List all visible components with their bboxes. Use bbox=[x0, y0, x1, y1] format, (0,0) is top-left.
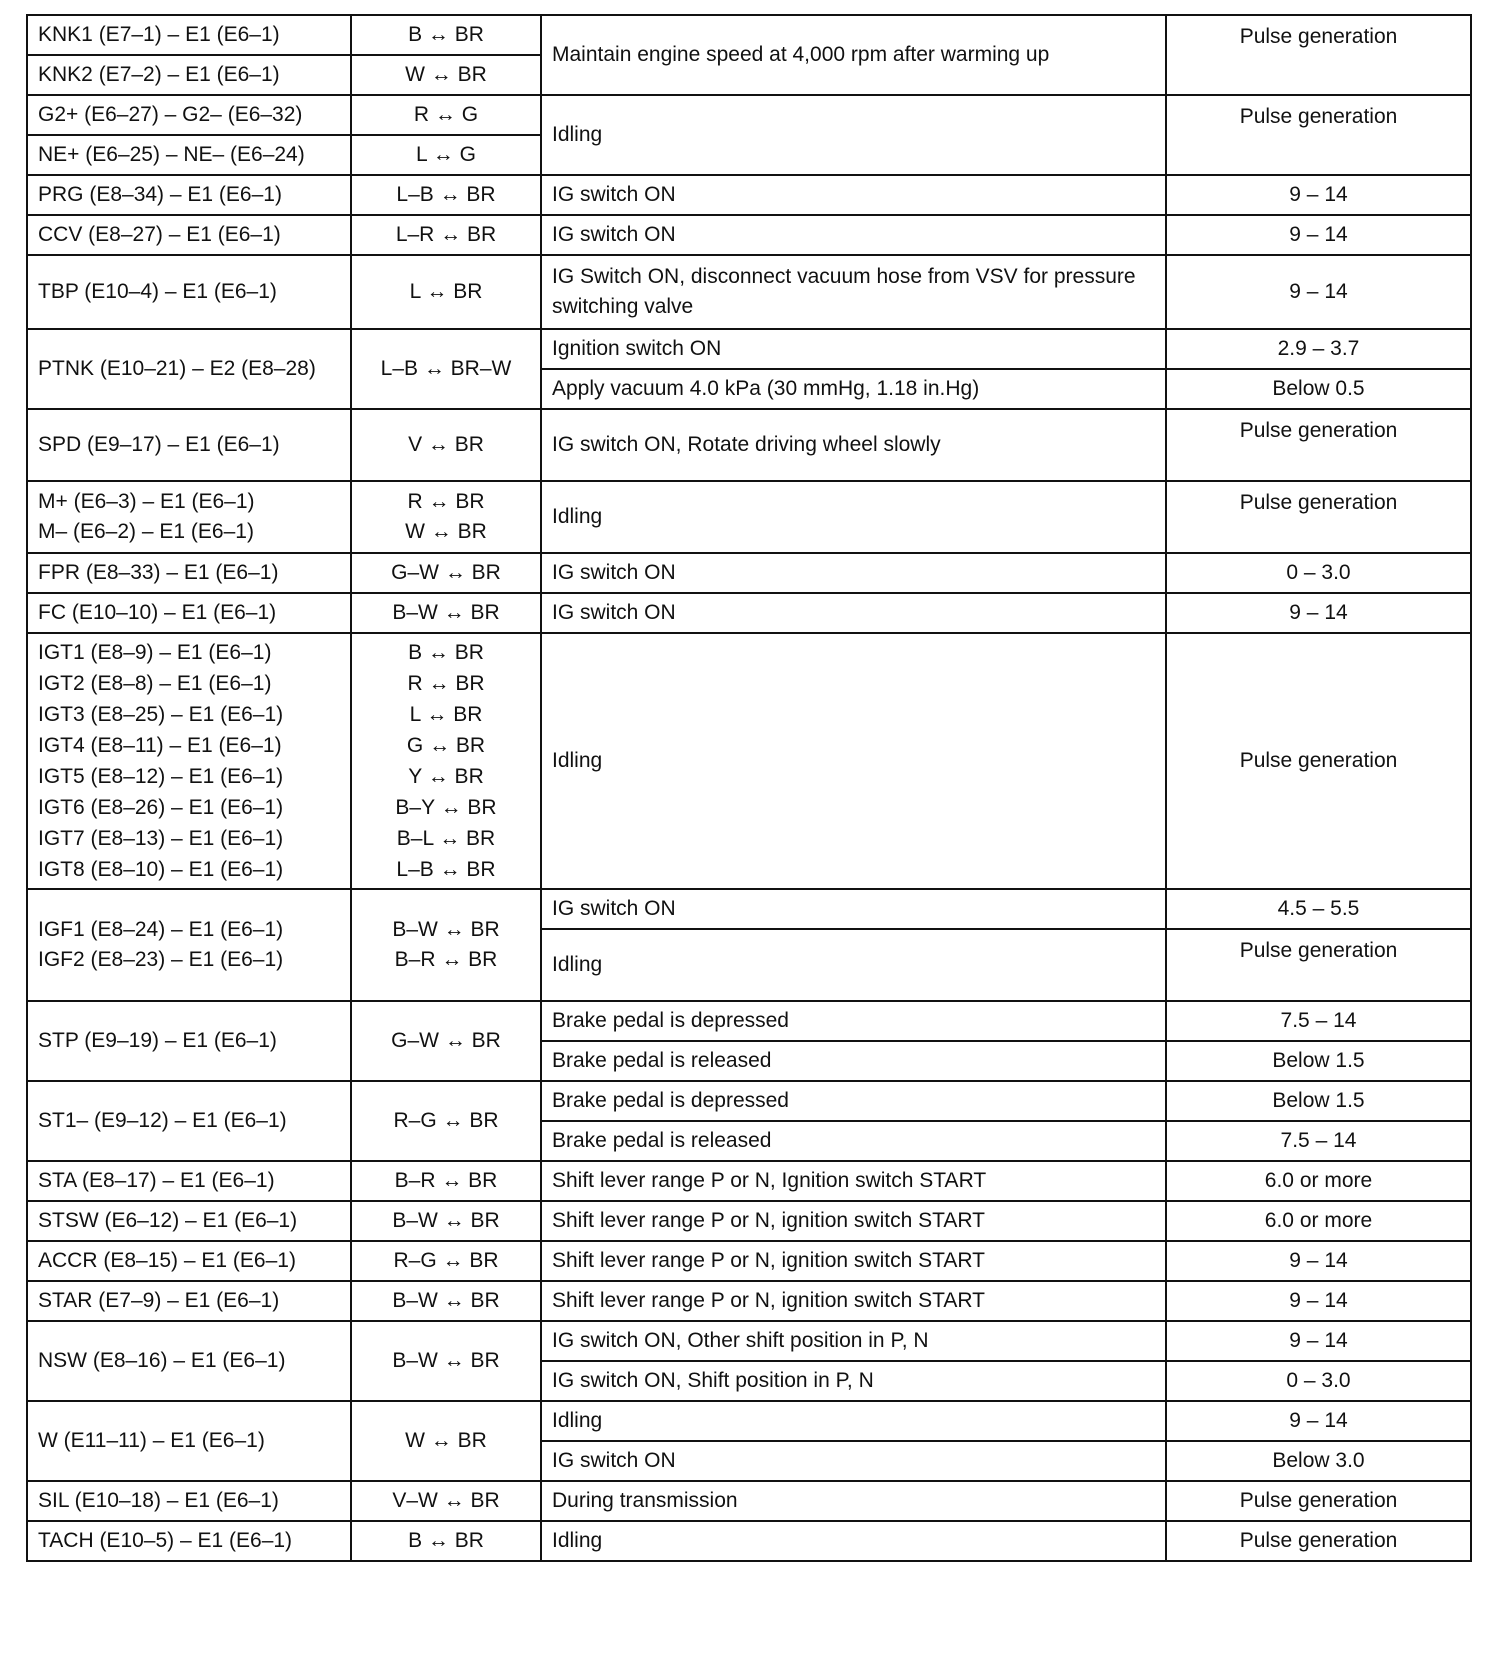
condition-cell: Brake pedal is released bbox=[541, 1121, 1166, 1161]
terminal-line: IGT7 (E8–13) – E1 (E6–1) bbox=[38, 827, 284, 850]
wiring-cell: V ↔ BR bbox=[351, 409, 541, 481]
condition-cell: Idling bbox=[541, 1401, 1166, 1441]
condition-cell: Shift lever range P or N, ignition switch START bbox=[541, 1241, 1166, 1281]
spec-cell: 9 – 14 bbox=[1166, 593, 1471, 633]
wiring-cell: W ↔ BR bbox=[351, 55, 541, 95]
condition-cell: During transmission bbox=[541, 1481, 1166, 1521]
wiring-cell: W ↔ BR bbox=[351, 1401, 541, 1481]
table-row bbox=[27, 1481, 1471, 1521]
spec-cell: Below 1.5 bbox=[1166, 1081, 1471, 1121]
wiring-line: B ↔ BR bbox=[408, 641, 484, 664]
terminal-cell: CCV (E8–27) – E1 (E6–1) bbox=[27, 215, 351, 255]
wiring-line: B–Y ↔ BR bbox=[395, 796, 497, 819]
spec-cell: Below 1.5 bbox=[1166, 1041, 1471, 1081]
table-row bbox=[27, 409, 1471, 481]
wiring-cell: V–W ↔ BR bbox=[351, 1481, 541, 1521]
condition-cell: Ignition switch ON bbox=[541, 329, 1166, 369]
table-row bbox=[27, 889, 1471, 929]
terminal-cell: STP (E9–19) – E1 (E6–1) bbox=[27, 1001, 351, 1081]
spec-cell: 9 – 14 bbox=[1166, 175, 1471, 215]
table-row bbox=[27, 1161, 1471, 1201]
terminal-line: IGF2 (E8–23) – E1 (E6–1) bbox=[38, 948, 284, 971]
wiring-cell: R–G ↔ BR bbox=[351, 1081, 541, 1161]
terminal-cell: PTNK (E10–21) – E2 (E8–28) bbox=[27, 329, 351, 409]
wiring-line: Y ↔ BR bbox=[408, 765, 484, 788]
table-row bbox=[27, 215, 1471, 255]
table-row bbox=[27, 633, 1471, 889]
condition-cell: Brake pedal is depressed bbox=[541, 1081, 1166, 1121]
terminal-cell bbox=[27, 633, 351, 889]
wiring-cell: G–W ↔ BR bbox=[351, 1001, 541, 1081]
spec-cell: 7.5 – 14 bbox=[1166, 1121, 1471, 1161]
terminal-line: IGT1 (E8–9) – E1 (E6–1) bbox=[38, 641, 272, 664]
spec-cell: 2.9 – 3.7 bbox=[1166, 329, 1471, 369]
table-row bbox=[27, 1001, 1471, 1041]
ecu-terminal-table bbox=[26, 14, 1472, 1562]
condition-cell: Idling bbox=[541, 633, 1166, 889]
terminal-cell: NSW (E8–16) – E1 (E6–1) bbox=[27, 1321, 351, 1401]
terminal-cell: STSW (E6–12) – E1 (E6–1) bbox=[27, 1201, 351, 1241]
wiring-line: B–R ↔ BR bbox=[394, 948, 498, 971]
terminal-cell: SPD (E9–17) – E1 (E6–1) bbox=[27, 409, 351, 481]
condition-cell: IG switch ON bbox=[541, 593, 1166, 633]
condition-cell: IG switch ON, Other shift position in P, N bbox=[541, 1321, 1166, 1361]
wiring-line: R ↔ BR bbox=[407, 672, 485, 695]
wiring-line: B–L ↔ BR bbox=[396, 827, 496, 850]
terminal-cell: W (E11–11) – E1 (E6–1) bbox=[27, 1401, 351, 1481]
condition-cell: Brake pedal is released bbox=[541, 1041, 1166, 1081]
terminal-cell: ACCR (E8–15) – E1 (E6–1) bbox=[27, 1241, 351, 1281]
terminal-cell: FC (E10–10) – E1 (E6–1) bbox=[27, 593, 351, 633]
wiring-cell: L–B ↔ BR–W bbox=[351, 329, 541, 409]
terminal-cell: NE+ (E6–25) – NE– (E6–24) bbox=[27, 135, 351, 175]
spec-cell: Pulse generation bbox=[1166, 633, 1471, 889]
wiring-cell: B ↔ BR bbox=[351, 1521, 541, 1561]
wiring-cell: L–B ↔ BR bbox=[351, 175, 541, 215]
wiring-line: W ↔ BR bbox=[405, 520, 487, 543]
condition-cell: Idling bbox=[541, 95, 1166, 175]
table-row bbox=[27, 1081, 1471, 1121]
condition-cell: IG switch ON bbox=[541, 1441, 1166, 1481]
table-row bbox=[27, 95, 1471, 135]
spec-cell: Pulse generation bbox=[1166, 15, 1471, 95]
table-row bbox=[27, 175, 1471, 215]
spec-cell: 6.0 or more bbox=[1166, 1201, 1471, 1241]
wiring-cell: B–W ↔ BR bbox=[351, 593, 541, 633]
terminal-cell: SIL (E10–18) – E1 (E6–1) bbox=[27, 1481, 351, 1521]
condition-cell: Idling bbox=[541, 481, 1166, 553]
terminal-cell: TACH (E10–5) – E1 (E6–1) bbox=[27, 1521, 351, 1561]
table-row bbox=[27, 1281, 1471, 1321]
terminal-cell: STA (E8–17) – E1 (E6–1) bbox=[27, 1161, 351, 1201]
terminal-line: IGT4 (E8–11) – E1 (E6–1) bbox=[38, 734, 282, 757]
terminal-cell: ST1– (E9–12) – E1 (E6–1) bbox=[27, 1081, 351, 1161]
wiring-line: L ↔ BR bbox=[409, 703, 483, 726]
spec-cell: Pulse generation bbox=[1166, 1521, 1471, 1561]
table-row bbox=[27, 481, 1471, 553]
wiring-cell: B–R ↔ BR bbox=[351, 1161, 541, 1201]
condition-cell: Apply vacuum 4.0 kPa (30 mmHg, 1.18 in.Hg) bbox=[541, 369, 1166, 409]
terminal-line: IGF1 (E8–24) – E1 (E6–1) bbox=[38, 917, 284, 941]
table-row bbox=[27, 1241, 1471, 1281]
spec-cell: Below 0.5 bbox=[1166, 369, 1471, 409]
spec-cell: Pulse generation bbox=[1166, 95, 1471, 175]
terminal-cell: KNK1 (E7–1) – E1 (E6–1) bbox=[27, 15, 351, 55]
wiring-cell: B–W ↔ BR bbox=[351, 1321, 541, 1401]
condition-cell: Brake pedal is depressed bbox=[541, 1001, 1166, 1041]
wiring-cell: B–W ↔ BR bbox=[351, 1201, 541, 1241]
condition-cell: IG switch ON, Rotate driving wheel slowly bbox=[541, 409, 1166, 481]
spec-cell: Pulse generation bbox=[1166, 481, 1471, 553]
spec-cell: 0 – 3.0 bbox=[1166, 1361, 1471, 1401]
wiring-cell: L–R ↔ BR bbox=[351, 215, 541, 255]
table-row bbox=[27, 593, 1471, 633]
condition-cell: IG Switch ON, disconnect vacuum hose from VSV for pressure switching valve bbox=[541, 255, 1166, 329]
table-row bbox=[27, 553, 1471, 593]
condition-cell: Shift lever range P or N, ignition switch START bbox=[541, 1281, 1166, 1321]
terminal-line: IGT2 (E8–8) – E1 (E6–1) bbox=[38, 672, 272, 695]
ecu-terminal-table-sheet bbox=[26, 14, 1470, 1562]
spec-cell: 9 – 14 bbox=[1166, 1241, 1471, 1281]
wiring-cell: R ↔ G bbox=[351, 95, 541, 135]
condition-cell: Shift lever range P or N, Ignition switch START bbox=[541, 1161, 1166, 1201]
terminal-line: IGT5 (E8–12) – E1 (E6–1) bbox=[38, 765, 284, 788]
table-row bbox=[27, 1401, 1471, 1441]
wiring-cell: B–W ↔ BR bbox=[351, 1281, 541, 1321]
spec-cell: Pulse generation bbox=[1166, 409, 1471, 481]
wiring-line: G ↔ BR bbox=[406, 734, 486, 757]
spec-cell: 4.5 – 5.5 bbox=[1166, 889, 1471, 929]
spec-cell: 9 – 14 bbox=[1166, 1281, 1471, 1321]
terminal-cell: PRG (E8–34) – E1 (E6–1) bbox=[27, 175, 351, 215]
wiring-cell bbox=[351, 633, 541, 889]
condition-cell: IG switch ON bbox=[541, 553, 1166, 593]
wiring-cell: L ↔ G bbox=[351, 135, 541, 175]
spec-cell: 9 – 14 bbox=[1166, 255, 1471, 329]
terminal-cell: TBP (E10–4) – E1 (E6–1) bbox=[27, 255, 351, 329]
wiring-line: L–B ↔ BR bbox=[396, 858, 496, 881]
spec-cell: 9 – 14 bbox=[1166, 1321, 1471, 1361]
table-row bbox=[27, 15, 1471, 55]
terminal-cell: FPR (E8–33) – E1 (E6–1) bbox=[27, 553, 351, 593]
table-row bbox=[27, 329, 1471, 369]
wiring-line: R ↔ BR bbox=[407, 489, 485, 513]
spec-cell: Pulse generation bbox=[1166, 1481, 1471, 1521]
wiring-cell bbox=[351, 889, 541, 1001]
terminal-line: IGT3 (E8–25) – E1 (E6–1) bbox=[38, 703, 284, 726]
terminal-line: IGT6 (E8–26) – E1 (E6–1) bbox=[38, 796, 284, 819]
terminal-cell: STAR (E7–9) – E1 (E6–1) bbox=[27, 1281, 351, 1321]
wiring-line: B–W ↔ BR bbox=[392, 917, 500, 941]
table-row bbox=[27, 255, 1471, 329]
terminal-line: M+ (E6–3) – E1 (E6–1) bbox=[38, 489, 255, 513]
spec-cell: 9 – 14 bbox=[1166, 215, 1471, 255]
terminal-cell: KNK2 (E7–2) – E1 (E6–1) bbox=[27, 55, 351, 95]
spec-cell: Pulse generation bbox=[1166, 929, 1471, 1001]
condition-cell: IG switch ON bbox=[541, 889, 1166, 929]
spec-cell: Below 3.0 bbox=[1166, 1441, 1471, 1481]
wiring-cell: R–G ↔ BR bbox=[351, 1241, 541, 1281]
spec-cell: 7.5 – 14 bbox=[1166, 1001, 1471, 1041]
spec-cell: 6.0 or more bbox=[1166, 1161, 1471, 1201]
condition-cell: Idling bbox=[541, 929, 1166, 1001]
wiring-cell: L ↔ BR bbox=[351, 255, 541, 329]
spec-cell: 9 – 14 bbox=[1166, 1401, 1471, 1441]
condition-cell: Idling bbox=[541, 1521, 1166, 1561]
terminal-line: M– (E6–2) – E1 (E6–1) bbox=[38, 520, 254, 543]
spec-cell: 0 – 3.0 bbox=[1166, 553, 1471, 593]
terminal-line: IGT8 (E8–10) – E1 (E6–1) bbox=[38, 858, 284, 881]
wiring-cell: G–W ↔ BR bbox=[351, 553, 541, 593]
condition-cell: IG switch ON, Shift position in P, N bbox=[541, 1361, 1166, 1401]
wiring-cell: B ↔ BR bbox=[351, 15, 541, 55]
terminal-cell: G2+ (E6–27) – G2– (E6–32) bbox=[27, 95, 351, 135]
condition-cell: Maintain engine speed at 4,000 rpm after warming up bbox=[541, 15, 1166, 95]
terminal-cell bbox=[27, 889, 351, 1001]
condition-cell: IG switch ON bbox=[541, 215, 1166, 255]
table-row bbox=[27, 1521, 1471, 1561]
terminal-cell bbox=[27, 481, 351, 553]
condition-cell: Shift lever range P or N, ignition switch START bbox=[541, 1201, 1166, 1241]
table-row bbox=[27, 1321, 1471, 1361]
table-row bbox=[27, 1201, 1471, 1241]
condition-cell: IG switch ON bbox=[541, 175, 1166, 215]
wiring-cell bbox=[351, 481, 541, 553]
